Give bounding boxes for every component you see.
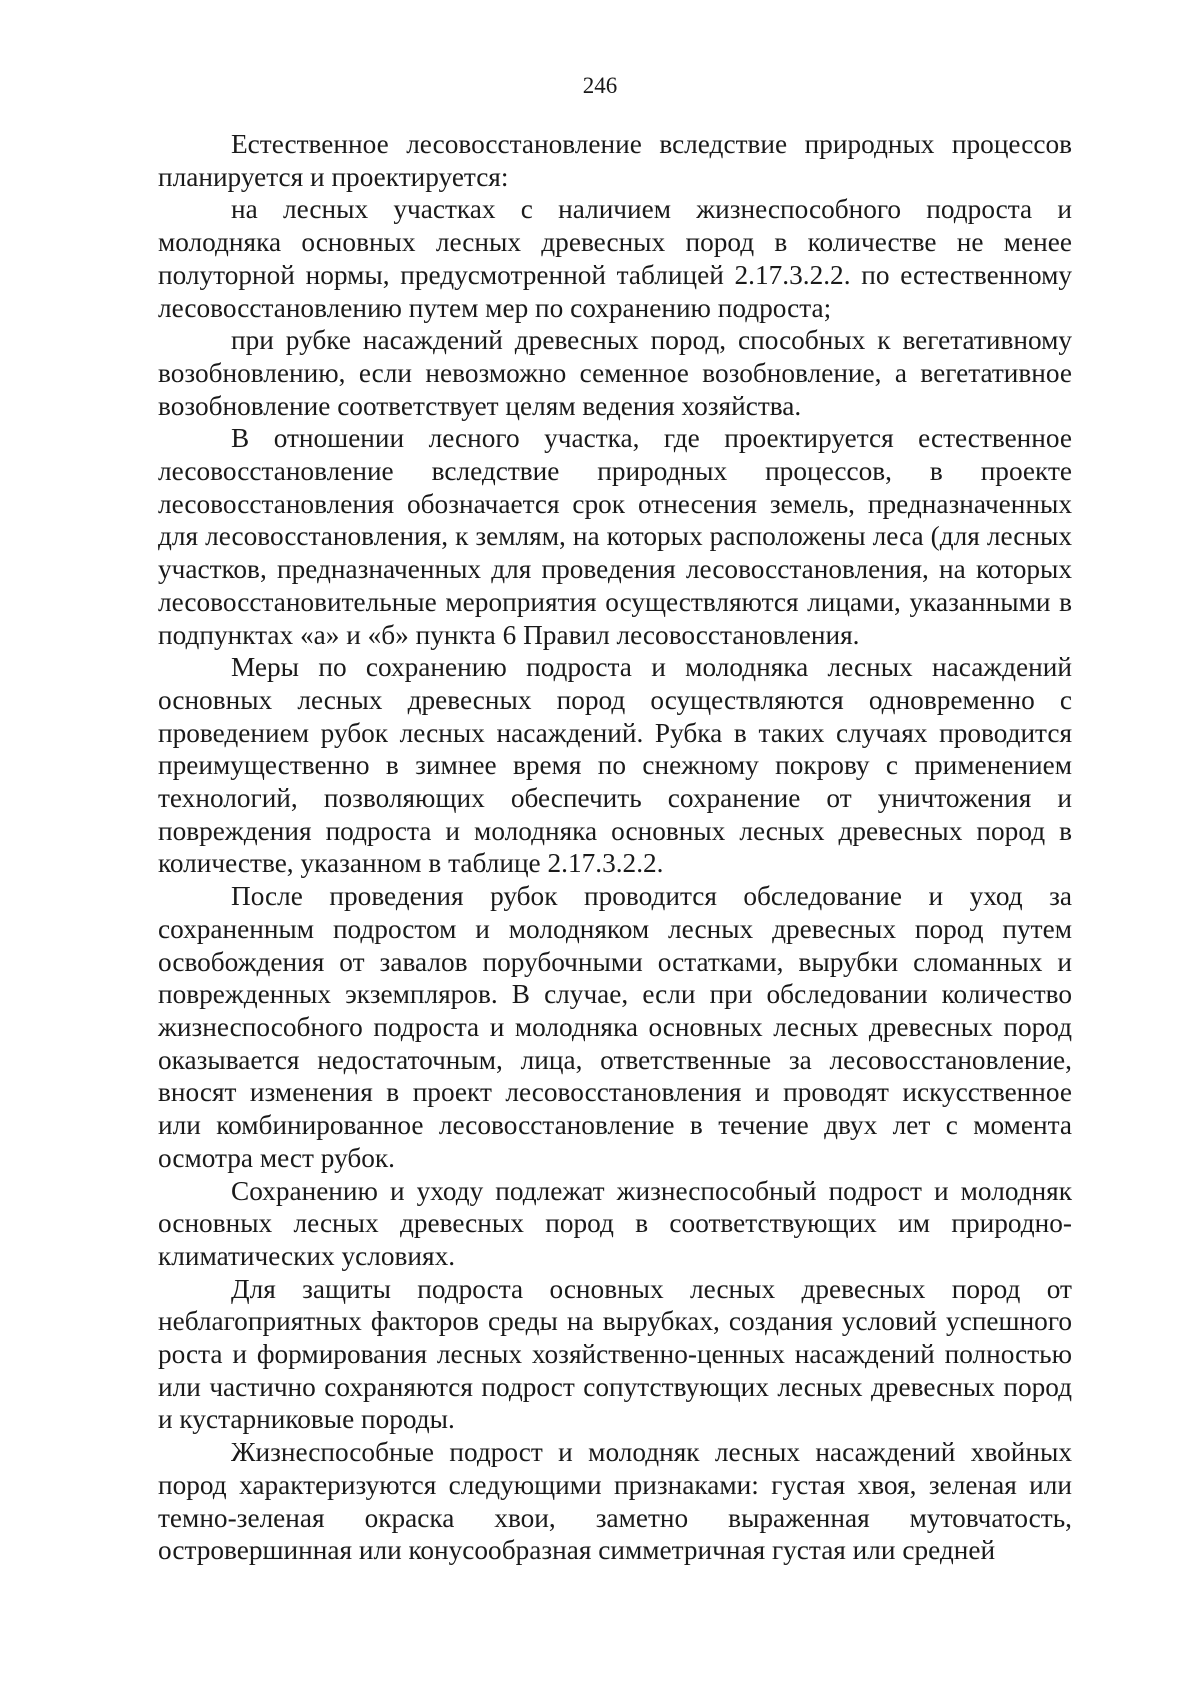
paragraph: Меры по сохранению подроста и молодняка лесных насаждений основных лесных древесных пород осуществляются одновременно с проведением рубок лесных насаждений. Рубка в таких случаях проводится преимущественно в зимнее время по снежному покрову с применением технологий, позволяющих обеспечить сохранение от уничтожения и повреждения подроста и молодняка основных лесных древесных пород в количестве, указанном в таблице 2.17.3.2.2.: [158, 652, 1072, 879]
paragraph: Для защиты подроста основных лесных древесных пород от неблагоприятных факторов среды на вырубках, создания условий успешного роста и формирования лесных хозяйственно-ценных насаждений полностью или частично сохраняются подрост сопутствующих лесных древесных пород и кустарниковые породы.: [158, 1273, 1072, 1435]
paragraph: Сохранению и уходу подлежат жизнеспособный подрост и молодняк основных лесных древесных пород в соответствующих им природно-климатических условиях.: [158, 1175, 1072, 1271]
paragraph: После проведения рубок проводится обследование и уход за сохраненным подростом и молодняком лесных древесных пород путем освобождения от завалов порубочными остатками, вырубки сломанных и поврежденных экземпляров. В случае, если при обследовании количество жизнеспособного подроста и молодняка основных лесных древесных пород оказывается недостаточным, лица, ответственные за лесовосстановление, вносят изменения в проект лесовосстановления и проводят искусственное или комбинированное лесовосстановление в течение двух лет с момента осмотра мест рубок.: [158, 881, 1072, 1173]
paragraph: на лесных участках с наличием жизнеспособного подроста и молодняка основных лесных древесных пород в количестве не менее полуторной нормы, предусмотренной таблицей 2.17.3.2.2. по естественному лесовосстановлению путем мер по сохранению подроста;: [158, 194, 1072, 323]
paragraph: при рубке насаждений древесных пород, способных к вегетативному возобновлению, если невозможно семенное возобновление, а вегетативное возобновление соответствует целям ведения хозяйства.: [158, 325, 1072, 421]
body-text: [158, 128, 1072, 1567]
page-number: 246: [582, 73, 618, 98]
paragraph: В отношении лесного участка, где проектируется естественное лесовосстановление вследствие природных процессов, в проекте лесовосстановления обозначается срок отнесения земель, предназначенных для лесовосстановления, к землям, на которых расположены леса (для лесных участков, предназначенных для проведения лесовосстановления, на которых лесовосстановительные мероприятия осуществляются лицами, указанными в подпунктах «а» и «б» пункта 6 Правил лесовосстановления.: [158, 423, 1072, 650]
paragraph: Естественное лесовосстановление вследствие природных процессов планируется и проектируется:: [158, 129, 1072, 192]
paragraph: Жизнеспособные подрост и молодняк лесных насаждений хвойных пород характеризуются следующими признаками: густая хвоя, зеленая или темно-зеленая окраска хвои, заметно выраженная мутовчатость, островершинная или конусообразная симметричная густая или средней: [158, 1437, 1072, 1566]
